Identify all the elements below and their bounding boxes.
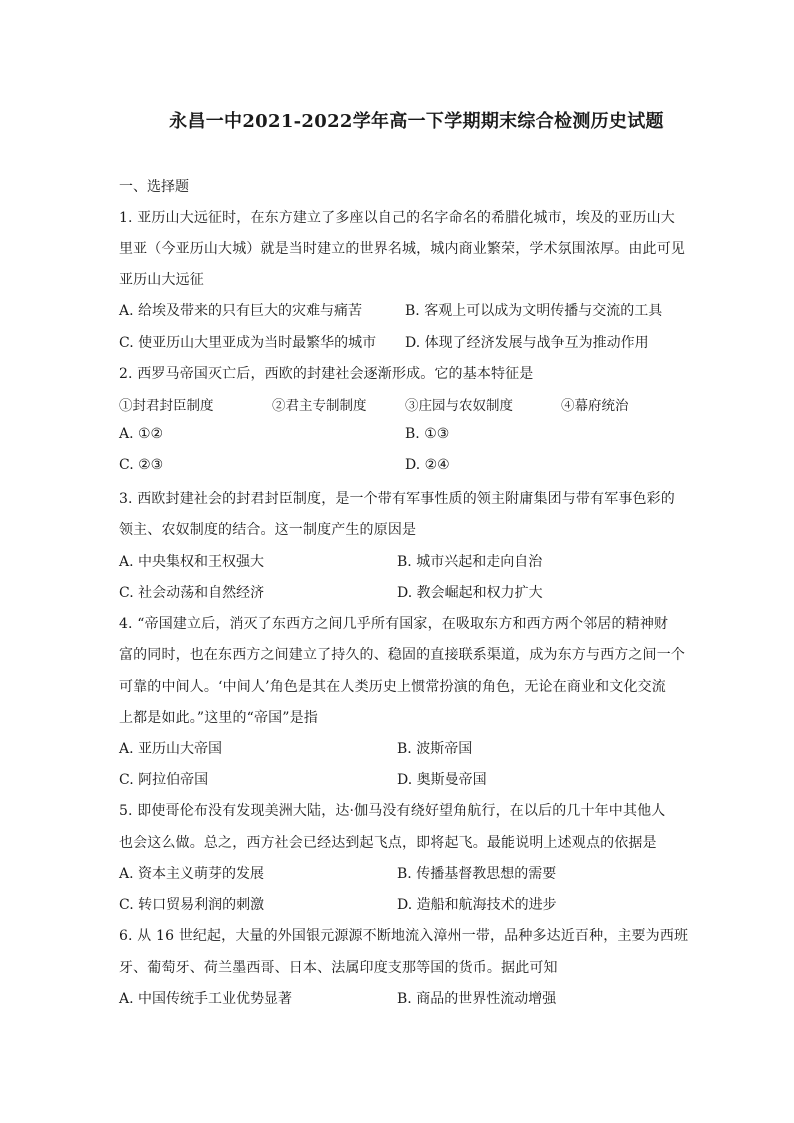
q3-line-1: 3. 西欧封建社会的封君封臣制度，是一个带有军事性质的领主附庸集团与带有军事色彩的 — [119, 491, 675, 507]
q2-option-b: B. ①③ — [405, 426, 450, 442]
q5-option-a: A. 资本主义萌芽的发展 — [119, 866, 265, 882]
q2-option-a: A. ①② — [119, 426, 164, 442]
q4-option-c: C. 阿拉伯帝国 — [119, 772, 209, 788]
section-heading: 一、选择题 — [119, 179, 189, 195]
q1-line-3: 亚历山大远征 — [119, 272, 204, 288]
q5-option-d: D. 造船和航海技术的进步 — [397, 897, 557, 913]
q3-option-b: B. 城市兴起和走向自治 — [397, 554, 543, 570]
q1-option-b: B. 客观上可以成为文明传播与交流的工具 — [405, 303, 663, 319]
q4-option-b: B. 波斯帝国 — [397, 741, 473, 757]
q2-item-4: ④幕府统治 — [561, 398, 629, 414]
q1-line-1: 1. 亚历山大远征时，在东方建立了多座以自己的名字命名的希腊化城市，埃及的亚历山大 — [119, 210, 675, 226]
q3-line-2: 领主、农奴制度的结合。这一制度产生的原因是 — [119, 522, 417, 538]
q1-line-2: 里亚（今亚历山大城）就是当时建立的世界名城，城内商业繁荣，学术氛围浓厚。由此可见 — [119, 241, 685, 257]
q6-line-2: 牙、葡萄牙、荷兰墨西哥、日本、法属印度支那等国的货币。据此可知 — [119, 960, 558, 976]
q4-line-1: 4. “帝国建立后，消灭了东西方之间几乎所有国家，在吸取东方和西方两个邻居的精神财 — [119, 616, 669, 632]
q5-line-2: 也会这么做。总之，西方社会已经达到起飞点，即将起飞。最能说明上述观点的依据是 — [119, 835, 657, 851]
q6-option-b: B. 商品的世界性流动增强 — [397, 991, 557, 1007]
q3-option-d: D. 教会崛起和权力扩大 — [397, 585, 543, 601]
q5-option-b: B. 传播基督教思想的需要 — [397, 866, 557, 882]
q3-option-c: C. 社会动荡和自然经济 — [119, 585, 265, 601]
q2-option-d: D. ②④ — [405, 457, 450, 473]
q1-option-c: C. 使亚历山大里亚成为当时最繁华的城市 — [119, 335, 377, 351]
q4-option-d: D. 奥斯曼帝国 — [397, 772, 487, 788]
q2-line-1: 2. 西罗马帝国灭亡后，西欧的封建社会逐渐形成。它的基本特征是 — [119, 366, 534, 382]
q2-item-2: ②君主专制制度 — [272, 398, 367, 414]
q6-line-1: 6. 从 16 世纪起，大量的外国银元源源不断地流入漳州一带，品种多达近百种，主要为西班 — [119, 928, 689, 944]
exam-title: 永昌一中2021-2022学年高一下学期期末综合检测历史试题 — [169, 111, 664, 132]
q2-item-3: ③庄园与农奴制度 — [405, 398, 513, 414]
q1-option-a: A. 给埃及带来的只有巨大的灾难与痛苦 — [119, 303, 363, 319]
q2-option-c: C. ②③ — [119, 457, 164, 473]
q4-option-a: A. 亚历山大帝国 — [119, 741, 223, 757]
q4-line-4: 上都是如此。”这里的“帝国”是指 — [119, 710, 318, 726]
q6-option-a: A. 中国传统手工业优势显著 — [119, 991, 293, 1007]
q1-option-d: D. 体现了经济发展与战争互为推动作用 — [405, 335, 649, 351]
q4-line-2: 富的同时，也在东西方之间建立了持久的、稳固的直接联系渠道，成为东方与西方之间一个 — [119, 647, 685, 663]
q2-item-1: ①封君封臣制度 — [119, 398, 214, 414]
q5-line-1: 5. 即使哥伦布没有发现美洲大陆，达·伽马没有绕好望角航行，在以后的几十年中其他人 — [119, 803, 666, 819]
q4-line-3: 可靠的中间人。‘中间人’角色是其在人类历史上惯常扮演的角色，无论在商业和文化交流 — [119, 679, 666, 695]
q3-option-a: A. 中央集权和王权强大 — [119, 554, 265, 570]
q5-option-c: C. 转口贸易利润的刺激 — [119, 897, 265, 913]
